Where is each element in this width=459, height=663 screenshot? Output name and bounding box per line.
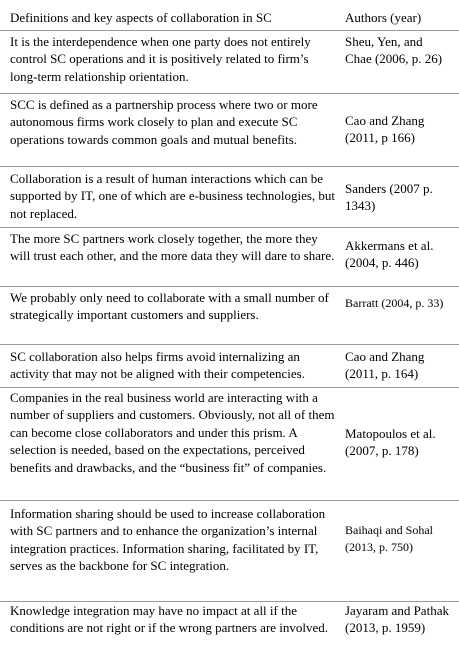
definition-cell: The more SC partners work closely together, the more they will trust each other, and the more data they will dare to share.	[10, 231, 335, 264]
authors-cell: Cao and Zhang (2011, p. 164)	[345, 349, 425, 382]
definition-cell: Information sharing should be used to increase collaboration with SC partners and to enhance the organization’s internal integration practices. Information sharing, facilitated by IT, serves as the backbone for SC integration.	[10, 506, 326, 574]
definition-cell: It is the interdependence when one party does not entirely control SC operations and it is positively related to firm’s long-term relationship orientation.	[10, 34, 311, 84]
table-row	[0, 286, 459, 345]
table-row	[0, 93, 459, 167]
authors-cell: Barratt (2004, p. 33)	[345, 296, 444, 310]
authors-cell: Cao and Zhang (2011, p 166)	[345, 113, 425, 146]
authors-cell: Sanders (2007 p. 1343)	[345, 181, 433, 214]
definition-cell: Collaboration is a result of human interactions which can be supported by IT, one of which are e-business technologies, but not replaced.	[10, 171, 336, 221]
definition-cell: Companies in the real business world are interacting with a number of suppliers and customers. Obviously, not all of them can become close collaborators and under this prism. A selection is needed, based on the expectations, perceived benefits and drawbacks, and the “business fit” of companies.	[10, 390, 335, 475]
table-row	[0, 500, 459, 602]
authors-cell: Baihaqi and Sohal (2013, p. 750)	[345, 523, 433, 555]
definition-cell: Knowledge integration may have no impact at all if the conditions are not right or if the wrong partners are involved.	[10, 603, 329, 636]
definition-cell: SC collaboration also helps firms avoid internalizing an activity that may not be aligned with their competencies.	[10, 349, 305, 382]
authors-cell: Akkermans et al. (2004, p. 446)	[345, 238, 434, 271]
authors-cell: Jayaram and Pathak (2013, p. 1959)	[345, 603, 449, 636]
authors-cell: Sheu, Yen, and Chae (2006, p. 26)	[345, 34, 443, 67]
table-row	[0, 227, 459, 287]
definition-cell: SCC is defined as a partnership process where two or more autonomous firms work closely to plan and execute SC operations towards common goals and mutual benefits.	[10, 97, 318, 147]
table-row	[0, 30, 459, 94]
column-header-authors: Authors (year)	[345, 10, 422, 25]
column-header-definitions: Definitions and key aspects of collaboration in SC	[10, 10, 272, 25]
authors-cell: Matopoulos et al. (2007, p. 178)	[345, 426, 436, 459]
table-row	[0, 344, 459, 388]
table-row	[0, 601, 459, 663]
table-row	[0, 166, 459, 228]
table-row	[0, 387, 459, 501]
definition-cell: We probably only need to collaborate with a small number of strategically important customers and suppliers.	[10, 290, 329, 323]
table-header-row	[0, 0, 459, 30]
